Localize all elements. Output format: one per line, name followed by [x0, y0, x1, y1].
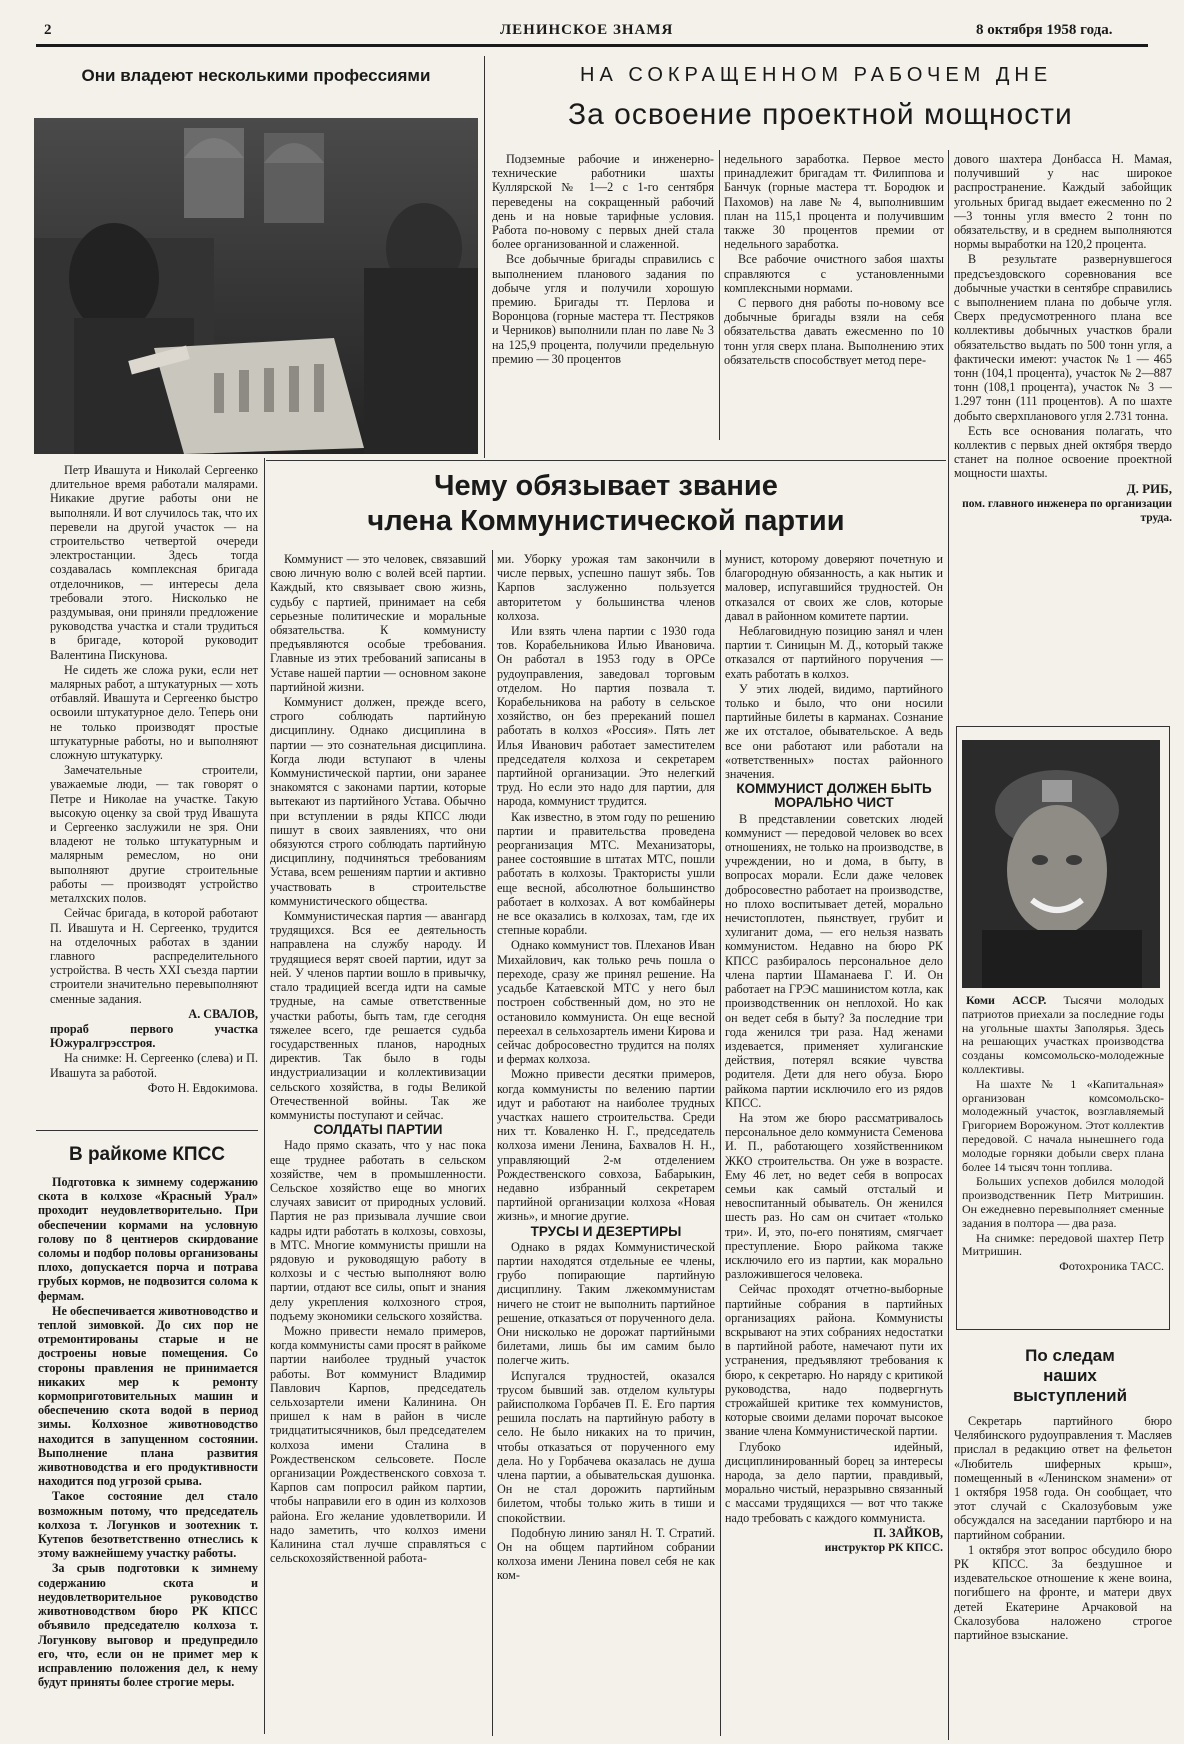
paragraph: Надо прямо сказать, что у нас пока еще труднее работать в сельском хозяйстве, чем в промышленности. Сельское хозяйство еще во многих случаях зависит от природных условий. Партия не раз призывала лучшие свои кадры идти работать в колхозы, совхозы, в МТС. Многие коммунисты пришли на рядовую и руководящую работу в колхозы и с честью выполняют волю партии, отдают все силы, опыт и знания делу укрепления колхозного строя, подъему экономики сельского хозяйства. [270, 1138, 486, 1323]
paragraph: В представлении советских людей коммунист — передовой человек во всех отношениях, не только на производстве, в учреждении, но и дома, в быту, в вопросах морали. Если даже человек добросовестно работает на производстве, но плохо воспитывает детей, морально нечистоплотен, пьянствует, грубит и хулиганит дома, — его нельзя назвать коммунистом. Недавно на бюро РК КПСС разбиралось персональное дело члена партии Шаманаева Г. И. Он работает на ГРЭС машинистом котла, как производственник он неплохой. Но как он ведет себя в быту? За последние три года женился три раза. Над женами издевается, применяет хулиганские действия, потерял всякие чувства родителя. Дети для него обуза. Бюро райкома партии исключило его из рядов КПСС. [725, 811, 943, 1110]
page-number: 2 [44, 22, 52, 38]
komi-text [962, 994, 1164, 1324]
paragraph: На этом же бюро рассматривалось персональное дело коммуниста Семенова И. П., работающего хозяйственником ЖКО строительства. Он уже в возрасте. Ему 46 лет, но ведет себя в вопросах семьи как самый отсталый и невоспитанный обыватель. Он женился шесть раз. Но сам он считает «только три». И, это, по-его понятиям, смягчает преступление. Бюро райкома также исключило его из партии, как морально разложившегося человека. [725, 1110, 943, 1282]
column-rule [719, 150, 720, 440]
paragraph: Не обеспечивается животноводство и теплой зимовкой. До сих пор не отремонтированы старые и не достроены новые помещения. Со стороны правления не принимается никаких мер к ремонту кормоприготовительных машин и обеспечению скота водой в период зимы. Колхозное животноводство находится в запущенном состоянии. Выполнение плана развития животноводства и его продуктивности находится под угрозой срыва. [38, 1303, 258, 1489]
top-col-3 [954, 152, 1172, 712]
paragraph: Как известно, в этом году по решению партии и правительства проведена реорганизация МТС. Механизаторы, ранее состоявшие в штатах МТС, пошли работать в колхозы. Трактористы ушли еще весной, абсолютное большинство работает в колхозах. А вот комбайнеры не все оказались в колхозах, там, где их степные корабли. [497, 809, 715, 938]
raikom-body [38, 1175, 258, 1735]
paragraph: Не сидеть же сложа руки, если нет малярных работ, а штукатурных — хоть отбавляй. Ивашута и Сергеенко быстро освоили штукатурное дело. Теперь они не только производят простые штукатурные работы, но и выполняют сложную штукатурку. [50, 662, 258, 763]
signature: Д. РИБ, [1126, 480, 1172, 496]
paragraph: ми. Уборку урожая там закончили в числе первых, успешно пашут зябь. Тов Карпов заслуженно пользуется авторитетом у большинства членов колхоза. [497, 552, 715, 623]
newspaper-name: ЛЕНИНСКОЕ ЗНАМЯ [500, 22, 674, 38]
photo-credit: Фото Н. Евдокимова. [147, 1080, 258, 1095]
column-rule [948, 150, 949, 1740]
paragraph: С первого дня работы по-новому все добычные бригады взяли на себя обязательства давать ежесменно по 10 тонн угля сверх плана. Выполнению этих обязательств способствует метод пере- [724, 296, 944, 367]
sledam-body [954, 1414, 1172, 1732]
paragraph: Коммунист — это человек, связавший свою личную волю с волей всей партии. Каждый, кто связывает свою жизнь, судьбу с партией, принимает на себя серьезные политические и моральные обязательства. К коммунисту предъявляются особые требования. Главные из этих требований записаны в Уставе нашей партии — основном законе партийной жизни. [270, 552, 486, 694]
paragraph: Секретарь партийного бюро Челябинского рудоуправления т. Масляев прислал в редакцию ответ на фельетон «Любитель шиферных крыш», помещенный в «Ленинском знамени» от 1 октября 1958 года. Он сообщает, что этот случай с Скалозубовым уже обсуждался на заседании партбюро и на партийном собрании. [954, 1414, 1172, 1542]
paragraph: У этих людей, видимо, партийного только и было, что они носили партийные билеты в карманах. Сознание же их отсталое, обывательское. А ведь все они работают или работали на «ответственных» постах районного значения. [725, 681, 943, 782]
column-rule [264, 458, 265, 1734]
issue-date: 8 октября 1958 года. [976, 22, 1113, 38]
paragraph: Неблаговидную позицию занял и член партии т. Синицын М. Д., который также отказался от партийного поручения — ехать работать в колхоз. [725, 624, 943, 681]
paragraph: Глубоко идейный, дисциплинированный борец за интересы народа, за дело партии, правдивый, морально чистый, неразрывно связанный с массами трудящихся — вот что также надо требовать с каждого коммуниста. [725, 1439, 943, 1525]
komi-caption: Тысячи молодых патриотов приехали за последние годы на угольные шахты Заполярья. Здесь на решающих участках производства созданы комсомольско-молодежные коллективы. [962, 994, 1164, 1076]
paragraph: Петр Ивашута и Николай Сергеенко длительное время работали малярами. Никакие другие работы они не выполняли. И вот случилось так, что их перевели на другой участок — на строительство четвертой очереди электростанции. Здесь тогда создавалась комплексная бригада отделочников, — интересы дела требовали этого. Нисколько не раздумывая, они приняли предложение руководства участка и стали трудиться в бригаде, которой руководит Валентина Пискунова. [50, 463, 258, 662]
top-title: За освоение проектной мощности [568, 98, 1073, 131]
paragraph: Сейчас бригада, в которой работают П. Ивашута и Н. Сергеенко, трудится на отделочных работах в здании главного распределительного устройства. В честь XXI съезда партии строители значительно перевыполняют сменные задания. [50, 906, 258, 1006]
paragraph: Однако коммунист тов. Плеханов Иван Михайлович, как только речь пошла о переходе, сразу же принял решение. На усадьбе Катаевской МТС у него был построен собственный дом, но это не остановило коммуниста. Он еще весной переехал в сельхозартель имени Кирова и сейчас добросовестно трудится на полях и фермах колхоза. [497, 938, 715, 1067]
sledam-title-line2: наших [1043, 1366, 1097, 1385]
paragraph: Подготовка к зимнему содержанию скота в колхозе «Красный Урал» проходит неудовлетворительно. При обеспечении кормами на условную голову по 8 центнеров скирдование соломы и подбор половы организованы плохо, допускается порча и потрава грубых кормов, не подвозится солома к фермам. [38, 1175, 258, 1303]
paragraph: Сейчас проходят отчетно-выборные партийные собрания в партийных организациях района. Коммунисты вскрывают на этих собраниях недостатки в партийной работе, намечают пути их устранения, предъявляют требования к бюро, к секретарю. Но наряду с критикой руководства, надо подвергнуть строжайшей критике тех коммунистов, которые своими делами порочат высокое звание члена Коммунистической партии. [725, 1282, 943, 1439]
photo-credit: Фотохроника ТАСС. [1059, 1259, 1164, 1274]
main-title-line2: члена Коммунистической партии [367, 505, 845, 537]
top-col-2 [724, 152, 944, 442]
header-rule [36, 44, 1148, 47]
column-rule [720, 550, 721, 1736]
paragraph: Все рабочие очистного забоя шахты справляются с установленными комплексными нормами. [724, 252, 944, 295]
paragraph: Испугался трудностей, оказался трусом бывший зав. отделом культуры райисполкома Горбачев П. Е. Его партия решила послать на партийную работу в село. Не было никаких на то причин, чтобы отказаться от порученного ему дела. Но у Горбачева оказалась не душа члена партии, а обывательская душонка. Он не стал дорожить партийным билетом, чтобы только жить в тиши и спокойствии. [497, 1368, 715, 1525]
subheading-trusy: ТРУСЫ И ДЕЗЕРТИРЫ [530, 1223, 682, 1239]
main-title-line1: Чему обязывает звание [434, 470, 778, 502]
subheading-moralno: КОММУНИСТ ДОЛЖЕН БЫТЬ МОРАЛЬНО ЧИСТ [736, 781, 932, 811]
left-article-title: Они владеют несколькими профессиями [81, 66, 431, 85]
left-divider [36, 1130, 258, 1131]
paragraph: дового шахтера Донбасса Н. Мамая, получивший у нас широкое распространение. Каждый забойщик угольных бригад выдает ежесменно по 2—3 тонны угля вместо 2 тонн по обязательству, и в среднем выполняются нормы выработки на 120,2 процента. [954, 152, 1172, 252]
paragraph: мунист, которому доверяют почетную и благородную обязанность, а как нытик и маловер, испугавшийся трудностей. Он отказался от своих же слов, которые давал в районном комитете партии. [725, 552, 943, 623]
main-col-3 [725, 552, 943, 1738]
paragraph: Можно привести немало примеров, когда коммунисты сами просят в райкоме партии наиболее трудный участок работы. Вот коммунист Владимир Павлович Карпов, председатель сельхозартели имени Калинина. Он пришел к нам в район в числе тридцатитысячников, был председателем колхоза имени Сталина в Рождественском сельсовете. После организации Рождественского совхоза т. Карпов сам попросил райком партии, чтобы направили его в один из колхозов района. Его желание удовлетворили. И надо заметить, что колхоз имени Калинина стал лучше справляться с сельскохозяйственной работа- [270, 1323, 486, 1566]
paragraph: недельного заработка. Первое место принадлежит бригадам тт. Филиппова и Банчук (горные мастера тт. Бородюк и Пахомов) на лаве № 4, выполнившим план на 115,1 процента и получившим также 30 процентов премии от недельного заработка. [724, 152, 944, 252]
photo-caption: На снимке: передовой шахтер Петр Митришин. [962, 1230, 1164, 1259]
paragraph: Однако в рядах Коммунистической партии находятся отдельные ее члены, грубо попирающие партийную дисциплину. Таким лжекоммунистам ничего не стоит не выполнить партийное решение, отказаться от порученного дела. Они нисколько не дорожат партийными билетами, лишь бы им самим было полегче жить. [497, 1239, 715, 1368]
top-rubric: НА СОКРАЩЕННОМ РАБОЧЕМ ДНЕ [580, 64, 1053, 86]
signature: П. ЗАЙКОВ, [873, 1525, 943, 1540]
paragraph: В результате развернувшегося предсъездовского соревнования все добычные участки в сентябре справились с выполнением плана по добыче угля. Сверх предусмотренного плана все коллективы добычных участков брали обязательство выдать по 500 тонн угля, а фактически имеют: участок № 1 — 465 тонн (104,1 процента), участок № 2—887 тонн (108,1 процента), участок № 3 — 1.297 тонн (111 процентов). А по шахте добыто сверхпланового угля 2.731 тонна. [954, 252, 1172, 423]
workers-photo [34, 118, 478, 454]
raikom-title: В райкоме КПСС [68, 1144, 226, 1165]
paragraph: На шахте № 1 «Капитальная» организован комсомольско-молодежный участок, возглавляемый Григорием Ворожуном. Этот коллектив передовой. С начала нынешнего года молодые горняки добыли сверх плана более 14 тысяч тонн топлива. [962, 1076, 1164, 1174]
signature-title: прораб первого участка Южуралгрэсстроя. [50, 1021, 258, 1051]
column-rule [484, 56, 485, 458]
sledam-title-line3: выступлений [1012, 1386, 1128, 1405]
paragraph: 1 октября этот вопрос обсудило бюро РК КПСС. За бездушное и издевательское отношение к жене воина, погибшего на фронте, и матери двух детей Екатерине Арчаковой на Скалозубова наложено строгое партийное взыскание. [954, 1542, 1172, 1643]
paragraph: Подобную линию занял Н. Т. Стратий. Он на общем партийном собрании колхоза имени Ленина повел себя не как ком- [497, 1525, 715, 1583]
paragraph: Коммунист должен, прежде всего, строго соблюдать партийную дисциплину. Однако дисциплина в партии — это сознательная дисциплина. Когда люди вступают в члены Коммунистической партии, они заранее знакомятся с законами партии, которые вытекают из партийного Устава. Обычно при вступлении в ряды КПСС люди пишут в своих заявлениях, что они обязуются строго соблюдать партийную дисциплину, подчиняться требованиям Устава, всем решениям партии и активно участвовать в строительстве коммунистического общества. [270, 695, 486, 908]
paragraph: Или взять члена партии с 1930 года тов. Корабельникова Илью Ивановича. Он работал в 1953 году в ОРСе рудоуправления, заведовал торговым отделом. Но партия позвала т. Корабельникова на работу в сельское хозяйство, он без пререканий пошел работать в колхоз «Россия». Пять лет Илья Иванович работает заместителем председателя колхоза и секретарем партийной организации. Это нелегкий труд. Но если это надо для партии, для народа, коммунист трудится. [497, 624, 715, 809]
signature-title: инструктор РК КПСС. [824, 1542, 943, 1555]
miner-photo [962, 740, 1160, 988]
sledam-title-line1: По следам [1025, 1346, 1115, 1365]
paragraph: Подземные рабочие и инженерно-технические работники шахты Куллярской № 1—2 с 1-го сентября переведены на сокращенный рабочий день и на новые тарифные условия. Работа по-новому с первых дней стала более организованной и слаженной. [492, 152, 714, 252]
photo-caption: На снимке: Н. Сергеенко (слева) и П. Ивашута за работой. [50, 1051, 258, 1080]
paragraph: Все добычные бригады справились с выполнением планового задания по добыче угля и получили хорошую премию. Бригады тт. Перлова и Воронцова (горные мастера тт. Пестряков и Черников) выполнили план по лаве № 3 на 125,9 процента, получили предельную премию — 30 процентов [492, 252, 714, 366]
column-rule [492, 550, 493, 1736]
paragraph: Можно привести десятки примеров, когда коммунисты по велению партии идут и работают на наиболее трудных участках нашего строительства. Среди них тт. Коваленко Н. Г., председатель колхоза имени Ленина, Бахвалов Н. Н., управляющий 2-м отделением Рождественского совхоза, Бабарыкин, недавно избранный секретарем партийной организации колхоза «Новая жизнь», и многие другие. [497, 1067, 715, 1224]
komi-caption-bold: Коми АССР. [966, 994, 1047, 1007]
top-col-1 [492, 152, 714, 462]
paragraph: За срыв подготовки к зимнему содержанию скота и неудовлетворительное руководство животноводством бюро РК КПСС объявило председателю колхоза т. Логункову выговор и предупредило его, что, если он не примет мер к исправлению положения дел, к нему будут приняты более строгие меры. [38, 1561, 258, 1690]
signature: А. СВАЛОВ, [188, 1006, 258, 1021]
main-article-top-rule [266, 460, 946, 461]
left-article-body [50, 463, 258, 1113]
paragraph: Коммунистическая партия — авангард трудящихся. Вся ее деятельность направлена на службу народу. И трудящиеся верят своей партии, идут за ней. У членов партии вошло в привычку, стало традицией всегда идти на самые трудные, на самые ответственные участки работы, быть там, где сегодня тяжелее всего, где решается судьба государственных планов, народных директив. Так было в годы индустриализации и коллективизации сельского хозяйства, в годы Великой Отечественной войны. Так же коммунисты поступают и сейчас. [270, 909, 486, 1122]
subheading-soldaty: СОЛДАТЫ ПАРТИИ [313, 1122, 443, 1138]
paragraph: Есть все основания полагать, что коллектив с первых дней октября твердо станет на полное освоение проектной мощности шахты. [954, 423, 1172, 481]
paragraph: Такое состояние дел стало возможным потому, что председатель колхоза т. Логунков и зоотехник т. Кутепов безответственно отнеслись к этому важнейшему участку работы. [38, 1489, 258, 1561]
paragraph: Замечательные строители, уважаемые люди, — так говорят о Петре и Николае на участке. Такую высокую оценку за свой труд Ивашута и Сергеенко заслужили не зря. Они владеют не только штукатурным и малярным ремеслом, но они выполняют другие строительные работы — производят устройство металхских полов. [50, 763, 258, 906]
main-col-2 [497, 552, 715, 1736]
paragraph: Больших успехов добился молодой производственник Петр Митришин. Он ежедневно перевыполняет сменные задания в полтора — два раза. [962, 1174, 1164, 1230]
main-col-1 [270, 552, 486, 1736]
signature-title: пом. главного инженера по организации труда. [962, 497, 1172, 525]
